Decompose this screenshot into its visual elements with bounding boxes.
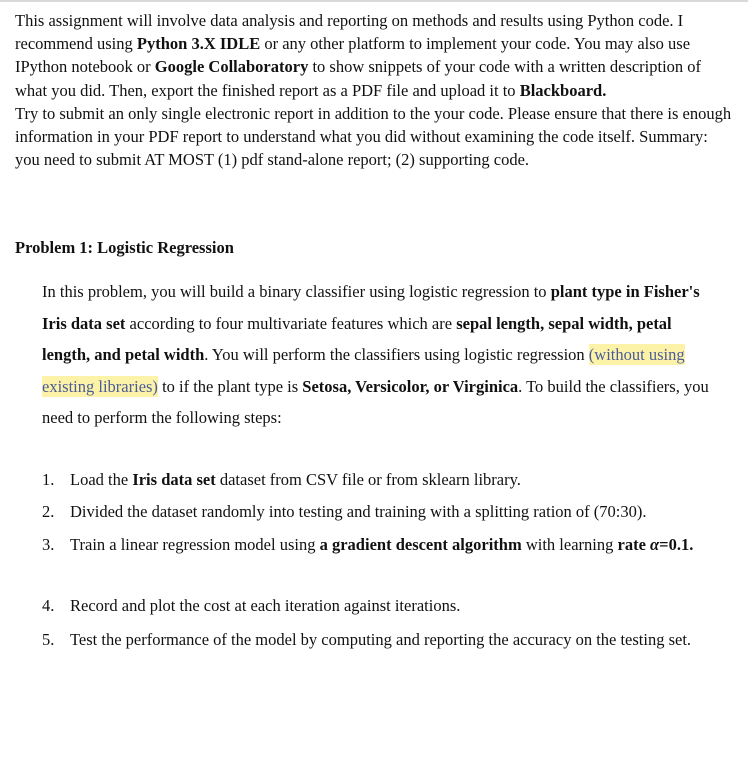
plant-type-bold: plant type in Fisher's Iris data set: [42, 282, 700, 333]
list-number: 3.: [42, 535, 55, 554]
intro-text: to show snippets of your code with a written description of what you did. Then, export the finished report as a PDF file and upload it to: [15, 57, 702, 100]
list-item: 4. Record and plot the cost at each iteration against iterations.: [42, 591, 722, 624]
intro-paragraph-2: Try to submit an only single electronic report in addition to the your code. Please ensure that there is enough information in your PDF report to understand what you did without examining the code itself. Summary: you need to submit AT MOST (1) pdf stand-alone report; (2) supporting code.: [15, 103, 732, 170]
list-item: 5. Test the performance of the model by computing and reporting the accuracy on the testing set.: [42, 624, 722, 655]
list-number: 5.: [42, 630, 55, 649]
alpha-symbol: α: [650, 535, 660, 554]
features-bold: sepal length, sepal width, petal length, and petal width: [42, 313, 672, 364]
google-collaboratory-bold: Google Collaboratory: [154, 57, 309, 77]
list-number: 4.: [42, 596, 55, 615]
list-number: 2.: [42, 502, 55, 521]
blackboard-bold: Blackboard.: [519, 80, 607, 100]
problem-description: In this problem, you will build a binary classifier using logistic regression to plant type in Fisher's Iris data set according to four multivariate features which are sepal length, sepal width, petal length, and petal width. You will perform the classifiers using logistic regression (without using existing libraries) to if the plant type is Setosa, Versicolor, or Virginica. To build the classifiers, you need to perform the following steps:: [42, 282, 709, 427]
page-top-border: [0, 0, 748, 2]
list-item: 3. Train a linear regression model using a gradient descent algorithm with learning rate α=0.1.: [42, 530, 722, 591]
assignment-intro: [15, 9, 735, 171]
intro-text: This assignment will involve data analysis and reporting on methods and results using Python code. I recommend using: [15, 11, 684, 54]
intro-text: or any other platform to implement your code. You may also use IPython notebook or: [15, 34, 691, 77]
steps-list: [42, 466, 722, 655]
list-item: 1. Load the Iris data set dataset from CSV file or from sklearn library.: [42, 466, 722, 498]
highlighted-text: (without using existing libraries): [42, 345, 685, 396]
list-item: 2. Divided the dataset randomly into testing and training with a splitting ration of (70:30).: [42, 498, 722, 530]
intro-paragraph-1: [15, 9, 735, 102]
python-idle-bold: Python 3.X IDLE: [136, 34, 261, 54]
list-number: 1.: [42, 470, 55, 489]
problem-heading: Problem 1: Logistic Regression: [15, 238, 234, 257]
species-bold: Setosa, Versicolor, or Virginica: [302, 376, 519, 396]
